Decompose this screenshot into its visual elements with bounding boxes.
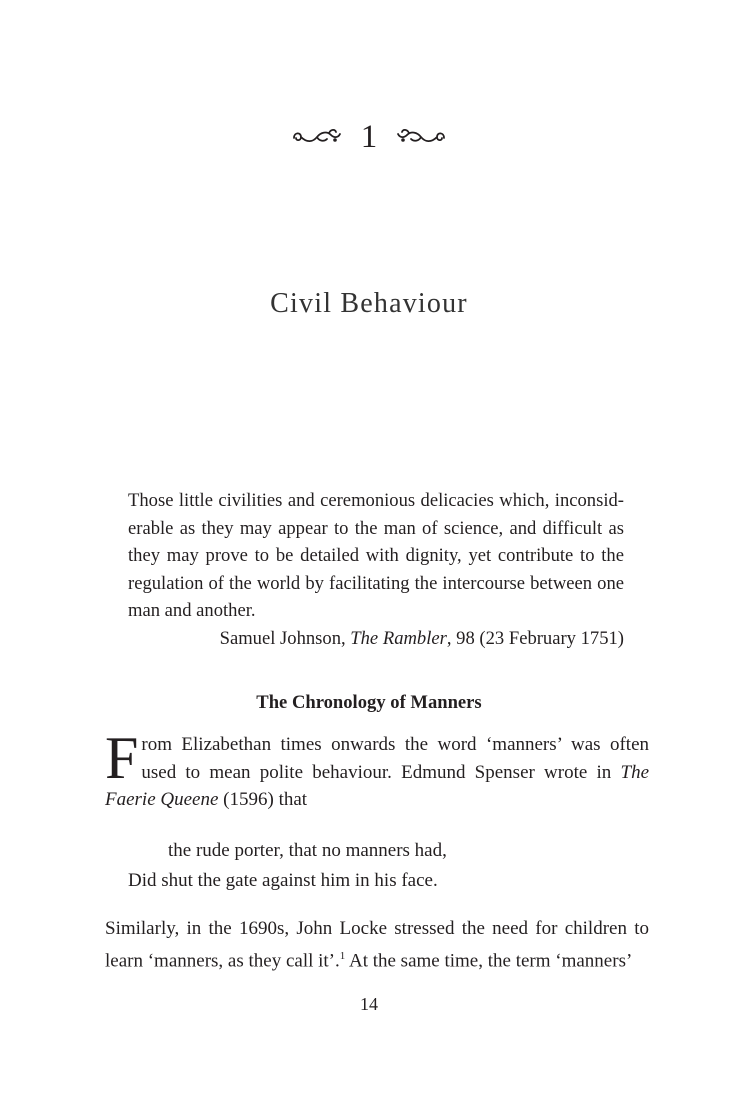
epigraph-author: Samuel Johnson, [219, 627, 351, 649]
body-paragraph [105, 725, 649, 814]
epigraph-work-title: The Rambler [350, 627, 447, 649]
paragraph-text: (1596) that [218, 789, 308, 810]
epigraph-source [128, 625, 624, 653]
paragraph-text: rom Elizabethan times onwards the word ‘manners’ was often used to mean polite behaviour. Edmund Spenser wrote in [141, 734, 649, 783]
chapter-marker [0, 112, 738, 162]
epigraph [128, 487, 624, 652]
verse-line: Did shut the gate against him in his face. [128, 870, 438, 891]
epigraph-citation: , 98 (23 February 1751) [446, 627, 624, 649]
footnote-reference: 1 [339, 949, 346, 962]
verse-line: the rude porter, that no manners had, [168, 840, 447, 861]
paragraph-text: At the same time, the term ‘manners’ [345, 949, 633, 971]
paragraph-text: Similarly, in the 1690s, John Locke stressed the need for children to learn ‘manners, as they call it’. [105, 918, 649, 971]
page-number: 14 [360, 994, 378, 1014]
fleuron-swash-left-icon [291, 126, 343, 148]
chapter-number: 1 [360, 119, 378, 155]
epigraph-quote: Those little civilities and ceremonious delicacies which, inconsiderable as they may appear to the man of science, and difficult as they may prove to be detailed with dignity, yet contribute to the regulation of the world by facilitating the intercourse between one man and another. [128, 490, 624, 621]
section-heading: The Chronology of Manners [256, 692, 482, 713]
verse-quotation [128, 836, 648, 896]
chapter-title: Civil Behaviour [270, 288, 468, 319]
drop-cap: F [105, 725, 139, 791]
cited-work-title: The Faerie Queene [105, 761, 649, 810]
body-paragraph [105, 915, 649, 974]
fleuron-swash-right-icon [395, 126, 447, 148]
